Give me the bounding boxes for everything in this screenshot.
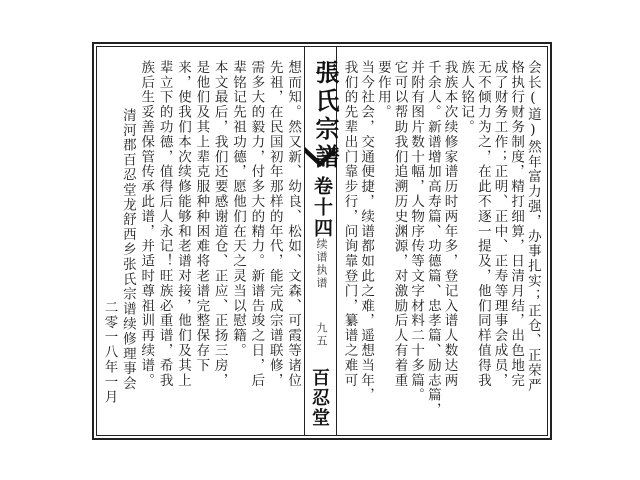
text-column: 千余人。新谱增加高寿篇、功德篇、忠孝篇、励志篇， — [424, 60, 441, 418]
text-column: 辈立下的功德，值得后人永记！旺族必重谱，希我 — [156, 60, 173, 388]
text-column: 当今社会，交通便捷，续谱都如此之难，遥想当年， — [358, 60, 375, 403]
text-column: 是他们及其上辈克服种种困难将老谱完整保存下 — [193, 60, 210, 373]
text-column: 需多大的毅力，付多大的精力。新谱告竣之日，后 — [248, 60, 265, 388]
fishtail-mark-icon — [305, 147, 335, 171]
text-column: 本文最后，我们还要感谢道仓、正应、正扬三房， — [211, 60, 228, 388]
text-column: 成了财务工作；正明、正中、正寿等理事会成员， — [491, 60, 508, 388]
text-column: 会长(道)然年富力强，办事扎实；正仓、正荣严 — [524, 60, 541, 393]
page-number: 九五 — [315, 322, 328, 348]
section-label: 续谱执谱 — [315, 238, 328, 290]
text-column: 并附有图片数十幅，人物序传等文字材料二十多篇。 — [408, 60, 425, 403]
text-column: 先祖，在民国初年那样的年代，能完成宗谱联修， — [266, 60, 283, 388]
text-column: 格执行财务制度，精打细算，日清月结，出色地完 — [508, 60, 525, 388]
text-column: 族人铭记。 — [458, 60, 475, 135]
text-column: 无不倾力为之，在此不逐一提及，他们同样值得我 — [474, 60, 491, 388]
text-column: 清河郡百忍堂龙舒西乡张氏宗谱续修理事会 — [119, 108, 136, 392]
text-column: 二零一八年一月 — [101, 300, 118, 405]
text-column: 想而知。然又新、幼良、松如、文森、可霞等诸位 — [285, 60, 302, 388]
text-column: 我们的先辈出门靠步行，问询靠登门，纂谱之难可 — [341, 60, 358, 388]
volume-label: 卷十四 — [311, 176, 333, 239]
text-column: 我族本次续修家谱历时两年多，登记入谱人数达两 — [441, 60, 458, 388]
spine-rule-left — [304, 47, 305, 435]
text-column: 它可以帮助我们追溯历史渊源，对激励后人有着重 — [391, 60, 408, 388]
text-column: 要作用。 — [374, 60, 391, 120]
book-title: 張氏宗譜 — [311, 60, 340, 172]
text-column: 辈铭记先祖功德，愿他们在天之灵当以慰籍。 — [230, 60, 247, 358]
text-column: 族后生妥善保管传承此谱，并适时尊祖训再续谱。 — [138, 60, 155, 388]
text-column: 来，使我们本次续修能够和老谱对接，他们及其上 — [174, 60, 191, 388]
hall-name: 百忍堂 — [309, 368, 330, 428]
